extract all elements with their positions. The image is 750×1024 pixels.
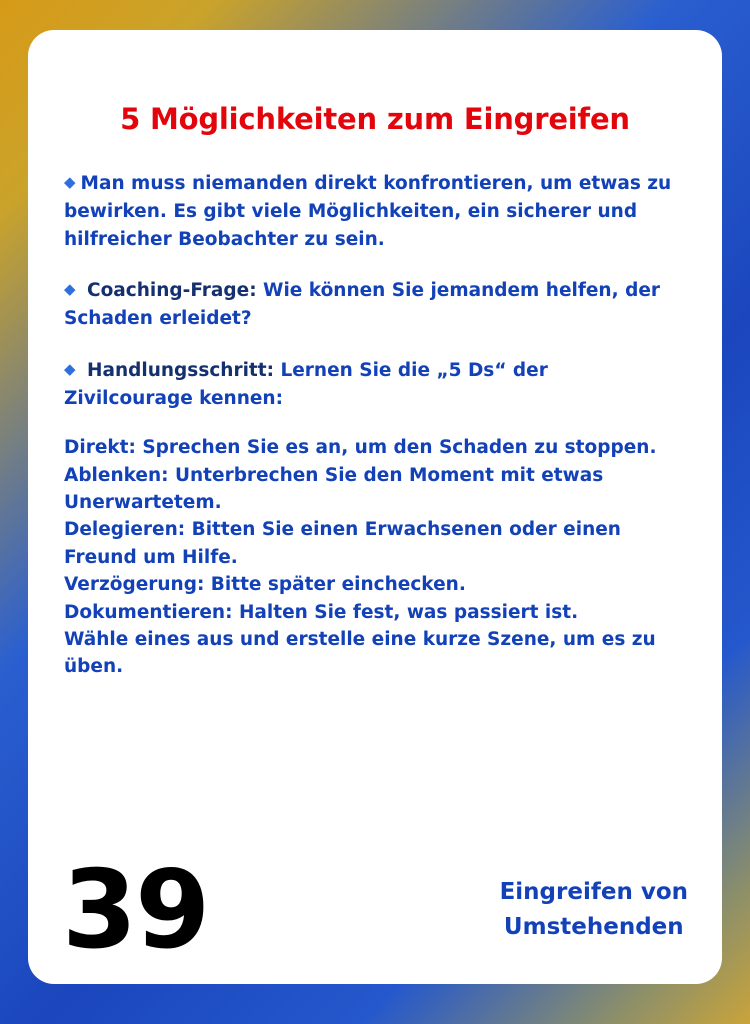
diamond-bullet-icon: ◆ (64, 359, 76, 378)
coaching-label: Coaching-Frage: (87, 280, 257, 302)
card-category (500, 875, 688, 958)
list-item: Dokumentieren: Halten Sie fest, was passiert ist. (64, 601, 579, 623)
card-number: 39 (62, 847, 209, 973)
list-item: Ablenken: Unterbrechen Sie den Moment mit etwas Unerwartetem. (64, 464, 604, 513)
card-footer (62, 847, 688, 973)
steps-list (62, 434, 688, 680)
list-item: Verzögerung: Bitte später einchecken. (64, 574, 466, 596)
card-body (28, 30, 722, 984)
intro-text: Man muss niemanden direkt konfrontieren, um etwas zu bewirken. Es gibt viele Möglichkeiten, ein sicherer und hilfreicher Beobachter zu sein. (64, 173, 672, 250)
action-step (62, 357, 688, 413)
coaching-text: Wie können Sie jemandem helfen, der Schaden erleidet? (64, 280, 660, 329)
intro-paragraph (62, 170, 688, 253)
list-item: Direkt: Sprechen Sie es an, um den Schaden zu stoppen. (64, 437, 657, 459)
diamond-bullet-icon: ◆ (64, 173, 76, 191)
action-text: Lernen Sie die „5 Ds“ der Zivilcourage kennen: (64, 359, 548, 409)
category-line-1: Eingreifen von (499, 878, 688, 905)
diamond-bullet-icon: ◆ (64, 280, 76, 299)
page-title: 5 Möglichkeiten zum Eingreifen (120, 102, 630, 136)
action-label: Handlungsschritt: (87, 359, 275, 381)
category-line-2: Umstehenden (503, 914, 684, 941)
card-content (62, 170, 688, 681)
coaching-question (62, 277, 688, 333)
list-item: Wähle eines aus und erstelle eine kurze Szene, um es zu üben. (64, 628, 656, 678)
list-item: Delegieren: Bitten Sie einen Erwachsenen oder einen Freund um Hilfe. (64, 519, 621, 568)
